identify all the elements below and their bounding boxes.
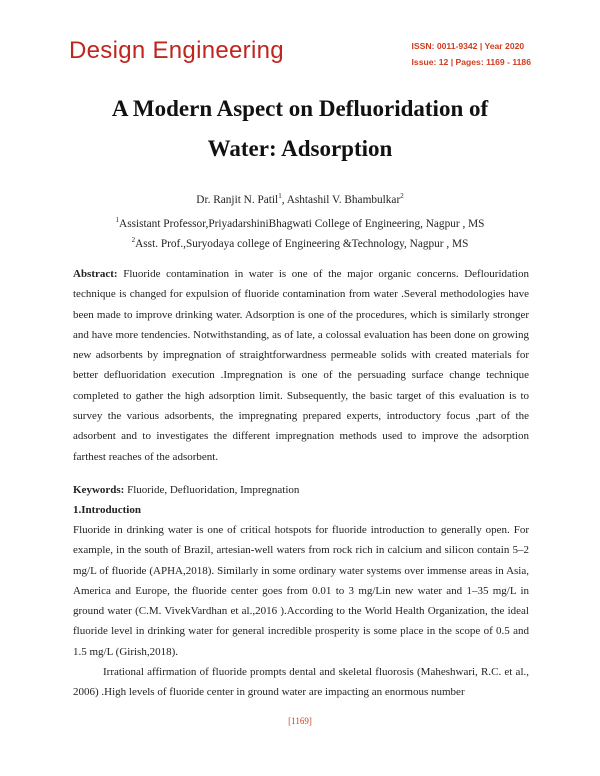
issn-year: ISSN: 0011-9342 | Year 2020 [411, 41, 525, 51]
journal-name: Design Engineering [69, 37, 284, 64]
abstract-label: Abstract: [73, 268, 118, 280]
affiliation-2 [60, 238, 540, 250]
page-number: [1169] [288, 716, 312, 726]
issue-pages: Issue: 12 | Pages: 1169 - 1186 [411, 57, 531, 67]
affiliation-1-text: Assistant Professor,PriyadarshiniBhagwati College of Engineering, Nagpur , MS [119, 218, 485, 230]
author-separator: , [281, 194, 287, 206]
authors [60, 194, 540, 206]
affiliation-1 [60, 218, 540, 230]
introduction-paragraph-1: Fluoride in drinking water is one of critical hotspots for fluoride introduction to generally open. For example, in the south of Brazil, artesian-well waters from rock rich in calcium and silicon contain 5–2 mg/L of fluoride (APHA,2018). Similarly in some ordinary water systems over immense areas in Asia, America and Europe, the fluoride center goes from 0.01 to 3 mg/Lin new water and 1–35 mg/L in ground water (C.M. VivekVardhan et al.,2016 ).According to the World Health Organization, the ideal fluoride level in drinking water for general incredible prosperity is some place in the scope of 0.5 and 1.5 mg/L (Girish,2018). [73, 524, 529, 658]
abstract-text: Fluoride contamination in water is one of the major organic concerns. Deflouridation technique is changed for expulsion of fluoride contamination from water .Several methodologies have been made to improve drinking water. Adsorption is one of the procedures, which is similarly stronger and have more tendencies. Notwithstanding, as of late, a colossal evaluation has been done on growing new adsorbents by impregnation of straightforwardness permeable solids with created materials for better defluoridation execution .Impregnation is one of the persuading surface change technique completed to gather the high adsorption limit. Subsequently, the basic target of this evaluation is to survey the various adsorbents, the impregnating prepared experts, introductory focus ,part of the adsorbent and to investigates the different impregnation methods used to improve the adsorption farthest reaches of the adsorbent. [73, 268, 529, 463]
author-1: Dr. Ranjit N. Patil [196, 194, 279, 206]
affiliation-1-mark: 1 [115, 216, 120, 225]
introduction-paragraph-2: Irrational affirmation of fluoride prompts dental and skeletal fluorosis (Maheshwari, R.C. et al., 2006) .High levels of fluoride center in ground water are impacting an enormous number [73, 666, 529, 699]
keywords-text: Fluoride, Defluoridation, Impregnation [124, 484, 300, 496]
keywords [73, 480, 529, 500]
affiliation-2-mark: 2 [131, 236, 136, 245]
author-2: Ashtashil V. Bhambulkar [286, 194, 401, 206]
abstract [73, 264, 529, 467]
journal-info [412, 38, 531, 70]
keywords-label: Keywords: [73, 484, 125, 496]
affiliation-2-text: Asst. Prof.,Suryodaya college of Engineering &Technology, Nagpur , MS [135, 238, 469, 250]
paper-title-line-1: A Modern Aspect on Defluoridation of [111, 96, 489, 121]
paper-title-line-2: Water: Adsorption [207, 136, 393, 161]
author-2-affiliation-mark: 2 [400, 192, 404, 201]
author-1-affiliation-mark: 1 [278, 192, 282, 201]
section-heading-introduction: 1.Introduction [73, 504, 141, 516]
